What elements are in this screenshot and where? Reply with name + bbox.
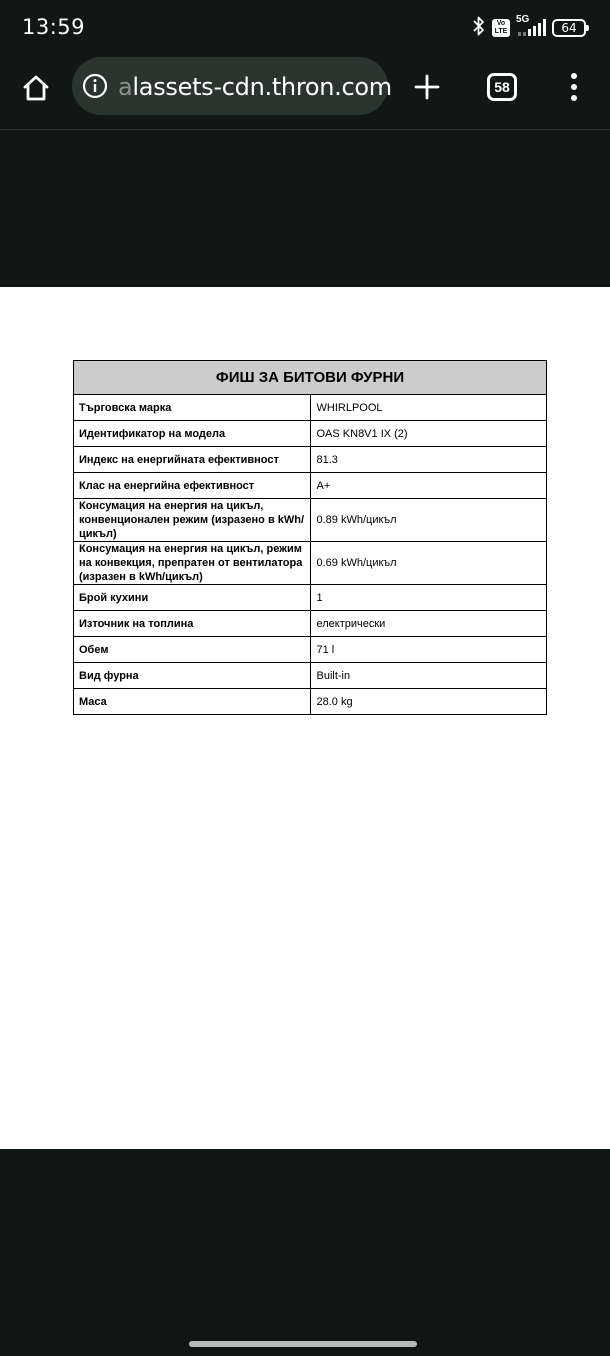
row-value: OAS KN8V1 IX (2) xyxy=(310,421,547,447)
menu-button[interactable] xyxy=(558,68,590,110)
row-value: Built-in xyxy=(310,663,547,689)
tab-switcher-button[interactable]: 58 xyxy=(487,73,517,101)
volte-bottom-label: LTE xyxy=(494,28,508,35)
table-row xyxy=(74,585,547,611)
url-text xyxy=(118,73,392,101)
row-label: Търговска марка xyxy=(74,395,311,421)
status-time: 13:59 xyxy=(22,15,86,39)
table-row xyxy=(74,637,547,663)
browser-toolbar xyxy=(0,56,610,130)
table-header-row xyxy=(74,361,547,395)
row-label: Консумация на енергия на цикъл, режим на конвекция, препратен от вентилатора (изразен в kWh/цикъл) xyxy=(74,542,311,585)
status-bar xyxy=(0,0,610,56)
fiche-title: ФИШ ЗА БИТОВИ ФУРНИ xyxy=(74,361,547,395)
row-value: 0.89 kWh/цикъл xyxy=(310,499,547,542)
more-vert-icon xyxy=(569,72,579,107)
gesture-nav-bar[interactable] xyxy=(189,1341,417,1347)
table-row xyxy=(74,395,547,421)
plus-icon xyxy=(413,73,441,106)
new-tab-button[interactable] xyxy=(406,68,448,110)
table-row xyxy=(74,421,547,447)
row-label: Брой кухини xyxy=(74,585,311,611)
battery-icon: 64 xyxy=(552,19,586,37)
signal-icon xyxy=(516,14,546,39)
url-faded-prefix: a xyxy=(118,73,133,101)
row-label: Консумация на енергия на цикъл, конвенционален режим (изразено в kWh/цикъл) xyxy=(74,499,311,542)
table-row xyxy=(74,542,547,585)
bluetooth-icon xyxy=(472,15,486,42)
row-label: Източник на топлина xyxy=(74,611,311,637)
row-label: Обем xyxy=(74,637,311,663)
table-row xyxy=(74,447,547,473)
row-value: 71 l xyxy=(310,637,547,663)
table-row xyxy=(74,611,547,637)
table-row xyxy=(74,473,547,499)
product-fiche-table xyxy=(73,360,547,715)
status-icons xyxy=(472,14,586,42)
row-value: A+ xyxy=(310,473,547,499)
home-icon xyxy=(21,73,51,108)
row-label: Маса xyxy=(74,689,311,715)
row-label: Идентификатор на модела xyxy=(74,421,311,447)
row-label: Вид фурна xyxy=(74,663,311,689)
document-page xyxy=(0,287,610,1149)
address-bar[interactable] xyxy=(72,57,392,115)
url-domain: lassets-cdn.thron.com xyxy=(132,73,392,101)
row-label: Клас на енергийна ефективност xyxy=(74,473,311,499)
table-row xyxy=(74,689,547,715)
network-type-label: 5G xyxy=(516,14,530,25)
row-value: WHIRLPOOL xyxy=(310,395,547,421)
table-row xyxy=(74,663,547,689)
home-button[interactable] xyxy=(16,70,56,110)
row-value: 81.3 xyxy=(310,447,547,473)
row-value: 28.0 kg xyxy=(310,689,547,715)
row-label: Индекс на енергийната ефективност xyxy=(74,447,311,473)
row-value: електрически xyxy=(310,611,547,637)
volte-top-label: Vo xyxy=(496,20,506,27)
row-value: 1 xyxy=(310,585,547,611)
row-value: 0.69 kWh/цикъл xyxy=(310,542,547,585)
table-row xyxy=(74,499,547,542)
volte-icon xyxy=(492,19,510,37)
info-icon[interactable] xyxy=(82,73,108,99)
